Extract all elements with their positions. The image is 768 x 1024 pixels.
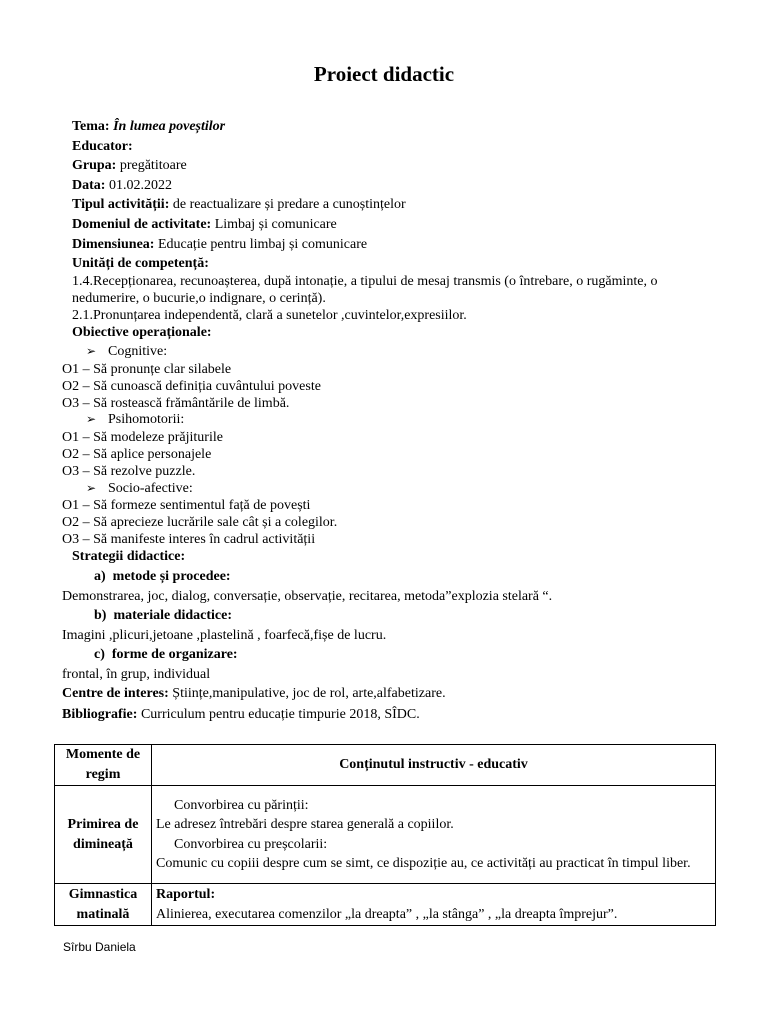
header-continut: Conținutul instructiv - educativ xyxy=(152,745,716,786)
tema-label: Tema: xyxy=(72,119,110,134)
psihomotorii-o2: O2 – Să aplice personajele xyxy=(62,447,212,462)
data-line xyxy=(72,177,172,194)
socio-o1: O1 – Să formeze sentimentul față de povești xyxy=(62,498,311,513)
arrow-bullet-icon: ➢ xyxy=(86,481,97,495)
psihomotorii-o3: O3 – Să rezolve puzzle. xyxy=(62,464,196,479)
strategii-c-label: forme de organizare: xyxy=(111,647,238,662)
tema-line xyxy=(72,118,225,135)
psihomotorii-o1: O1 – Să modeleze prăjiturile xyxy=(62,430,223,445)
grupa-value: pregătitoare xyxy=(119,158,187,173)
tema-value: În lumea poveștilor xyxy=(113,119,226,134)
bibliografie-line xyxy=(62,706,420,723)
bibliografie-label: Bibliografie: xyxy=(62,707,138,722)
educator-label: Educator: xyxy=(72,139,133,154)
page-title: Proiect didactic xyxy=(313,62,455,86)
activities-table xyxy=(54,744,716,926)
strategii-a-label: metode și procedee: xyxy=(112,569,231,584)
competenta-1-line-1: 1.4.Recepționarea, recunoașterea, după intonație, a tipului de mesaj transmis (o întrebare, o rugăminte, o xyxy=(72,274,658,289)
bibliografie-value: Curriculum pentru educație timpurie 2018, SÎDC. xyxy=(140,707,420,722)
list-marker-c: c) xyxy=(94,647,105,662)
cognitive-o1: O1 – Să pronunțe clar silabele xyxy=(62,362,232,377)
arrow-bullet-icon: ➢ xyxy=(86,344,97,358)
dimensiunea-label: Dimensiunea: xyxy=(72,237,155,252)
table-header-row xyxy=(55,745,716,786)
competente-label: Unități de competență: xyxy=(72,256,209,271)
row-primirea-line-4: Comunic cu copiii despre cum se simt, ce dispoziție au, ce activități au practicat în timpul liber. xyxy=(156,856,691,871)
psihomotorii-heading xyxy=(86,411,184,428)
row-primirea-content xyxy=(152,786,716,884)
cognitive-heading-text: Cognitive: xyxy=(108,344,168,359)
tipul-line xyxy=(72,196,406,213)
strategii-b-heading xyxy=(94,607,232,624)
row-gimnastica-line-1: Raportul: xyxy=(156,887,216,902)
strategii-c-text: frontal, în grup, individual xyxy=(62,667,211,682)
domeniul-line xyxy=(72,216,337,233)
row-gimnastica-content xyxy=(152,884,716,926)
obiective-label: Obiective operaționale: xyxy=(72,325,212,340)
row-primirea-line-1: Convorbirea cu părinții: xyxy=(174,797,309,813)
tipul-label: Tipul activității: xyxy=(72,197,170,212)
strategii-a-text: Demonstrarea, joc, dialog, conversație, observație, recitarea, metoda”explozia stelară “. xyxy=(62,589,553,604)
table-row xyxy=(55,786,716,884)
strategii-a-heading xyxy=(94,568,231,585)
data-label: Data: xyxy=(72,178,106,193)
domeniul-value: Limbaj și comunicare xyxy=(214,217,337,232)
strategii-b-label: materiale didactice: xyxy=(113,608,233,623)
centre-line xyxy=(62,685,446,702)
socio-o3: O3 – Să manifeste interes în cadrul activității xyxy=(62,532,316,547)
arrow-bullet-icon: ➢ xyxy=(86,412,97,426)
dimensiunea-line xyxy=(72,236,367,253)
psihomotorii-heading-text: Psihomotorii: xyxy=(108,412,185,427)
row-primirea-label: Primirea de dimineață xyxy=(55,786,152,884)
strategii-b-text: Imagini ,plicuri,jetoane ,plastelină , foarfecă,fișe de lucru. xyxy=(62,628,387,643)
competenta-2: 2.1.Pronunțarea independentă, clară a sunetelor ,cuvintelor,expresiilor. xyxy=(72,308,467,323)
centre-label: Centre de interes: xyxy=(62,686,169,701)
list-marker-b: b) xyxy=(94,608,107,623)
row-gimnastica-label: Gimnastica matinală xyxy=(55,884,152,926)
row-gimnastica-line-2: Alinierea, executarea comenzilor „la dreapta” , „la stânga” , „la dreapta împrejur”. xyxy=(156,906,618,922)
socio-heading xyxy=(86,480,193,497)
tipul-value: de reactualizare și predare a cunoștințelor xyxy=(172,197,406,212)
footer-author: Sîrbu Daniela xyxy=(63,940,136,954)
strategii-label: Strategii didactice: xyxy=(72,549,186,564)
socio-o2: O2 – Să aprecieze lucrările sale cât și a colegilor. xyxy=(62,515,338,530)
grupa-line xyxy=(72,157,187,174)
centre-value: Științe,manipulative, joc de rol, arte,alfabetizare. xyxy=(172,686,446,701)
grupa-label: Grupa: xyxy=(72,158,117,173)
row-primirea-line-3: Convorbirea cu preșcolarii: xyxy=(174,836,328,852)
list-marker-a: a) xyxy=(94,569,106,584)
domeniul-label: Domeniul de activitate: xyxy=(72,217,212,232)
row-primirea-line-2: Le adresez întrebări despre starea generală a copiilor. xyxy=(156,817,454,832)
cognitive-o2: O2 – Să cunoască definiția cuvântului poveste xyxy=(62,379,321,394)
cognitive-heading xyxy=(86,343,167,360)
table-row xyxy=(55,884,716,926)
socio-heading-text: Socio-afective: xyxy=(108,481,193,496)
strategii-c-heading xyxy=(94,646,238,663)
competenta-1-line-2: nedumerire, o bucurie,o indignare, o cerință). xyxy=(72,291,326,306)
header-momente: Momente de regim xyxy=(55,745,152,786)
cognitive-o3: O3 – Să rostească frământările de limbă. xyxy=(62,396,290,411)
dimensiunea-value: Educație pentru limbaj și comunicare xyxy=(157,237,368,252)
data-value: 01.02.2022 xyxy=(108,178,172,193)
